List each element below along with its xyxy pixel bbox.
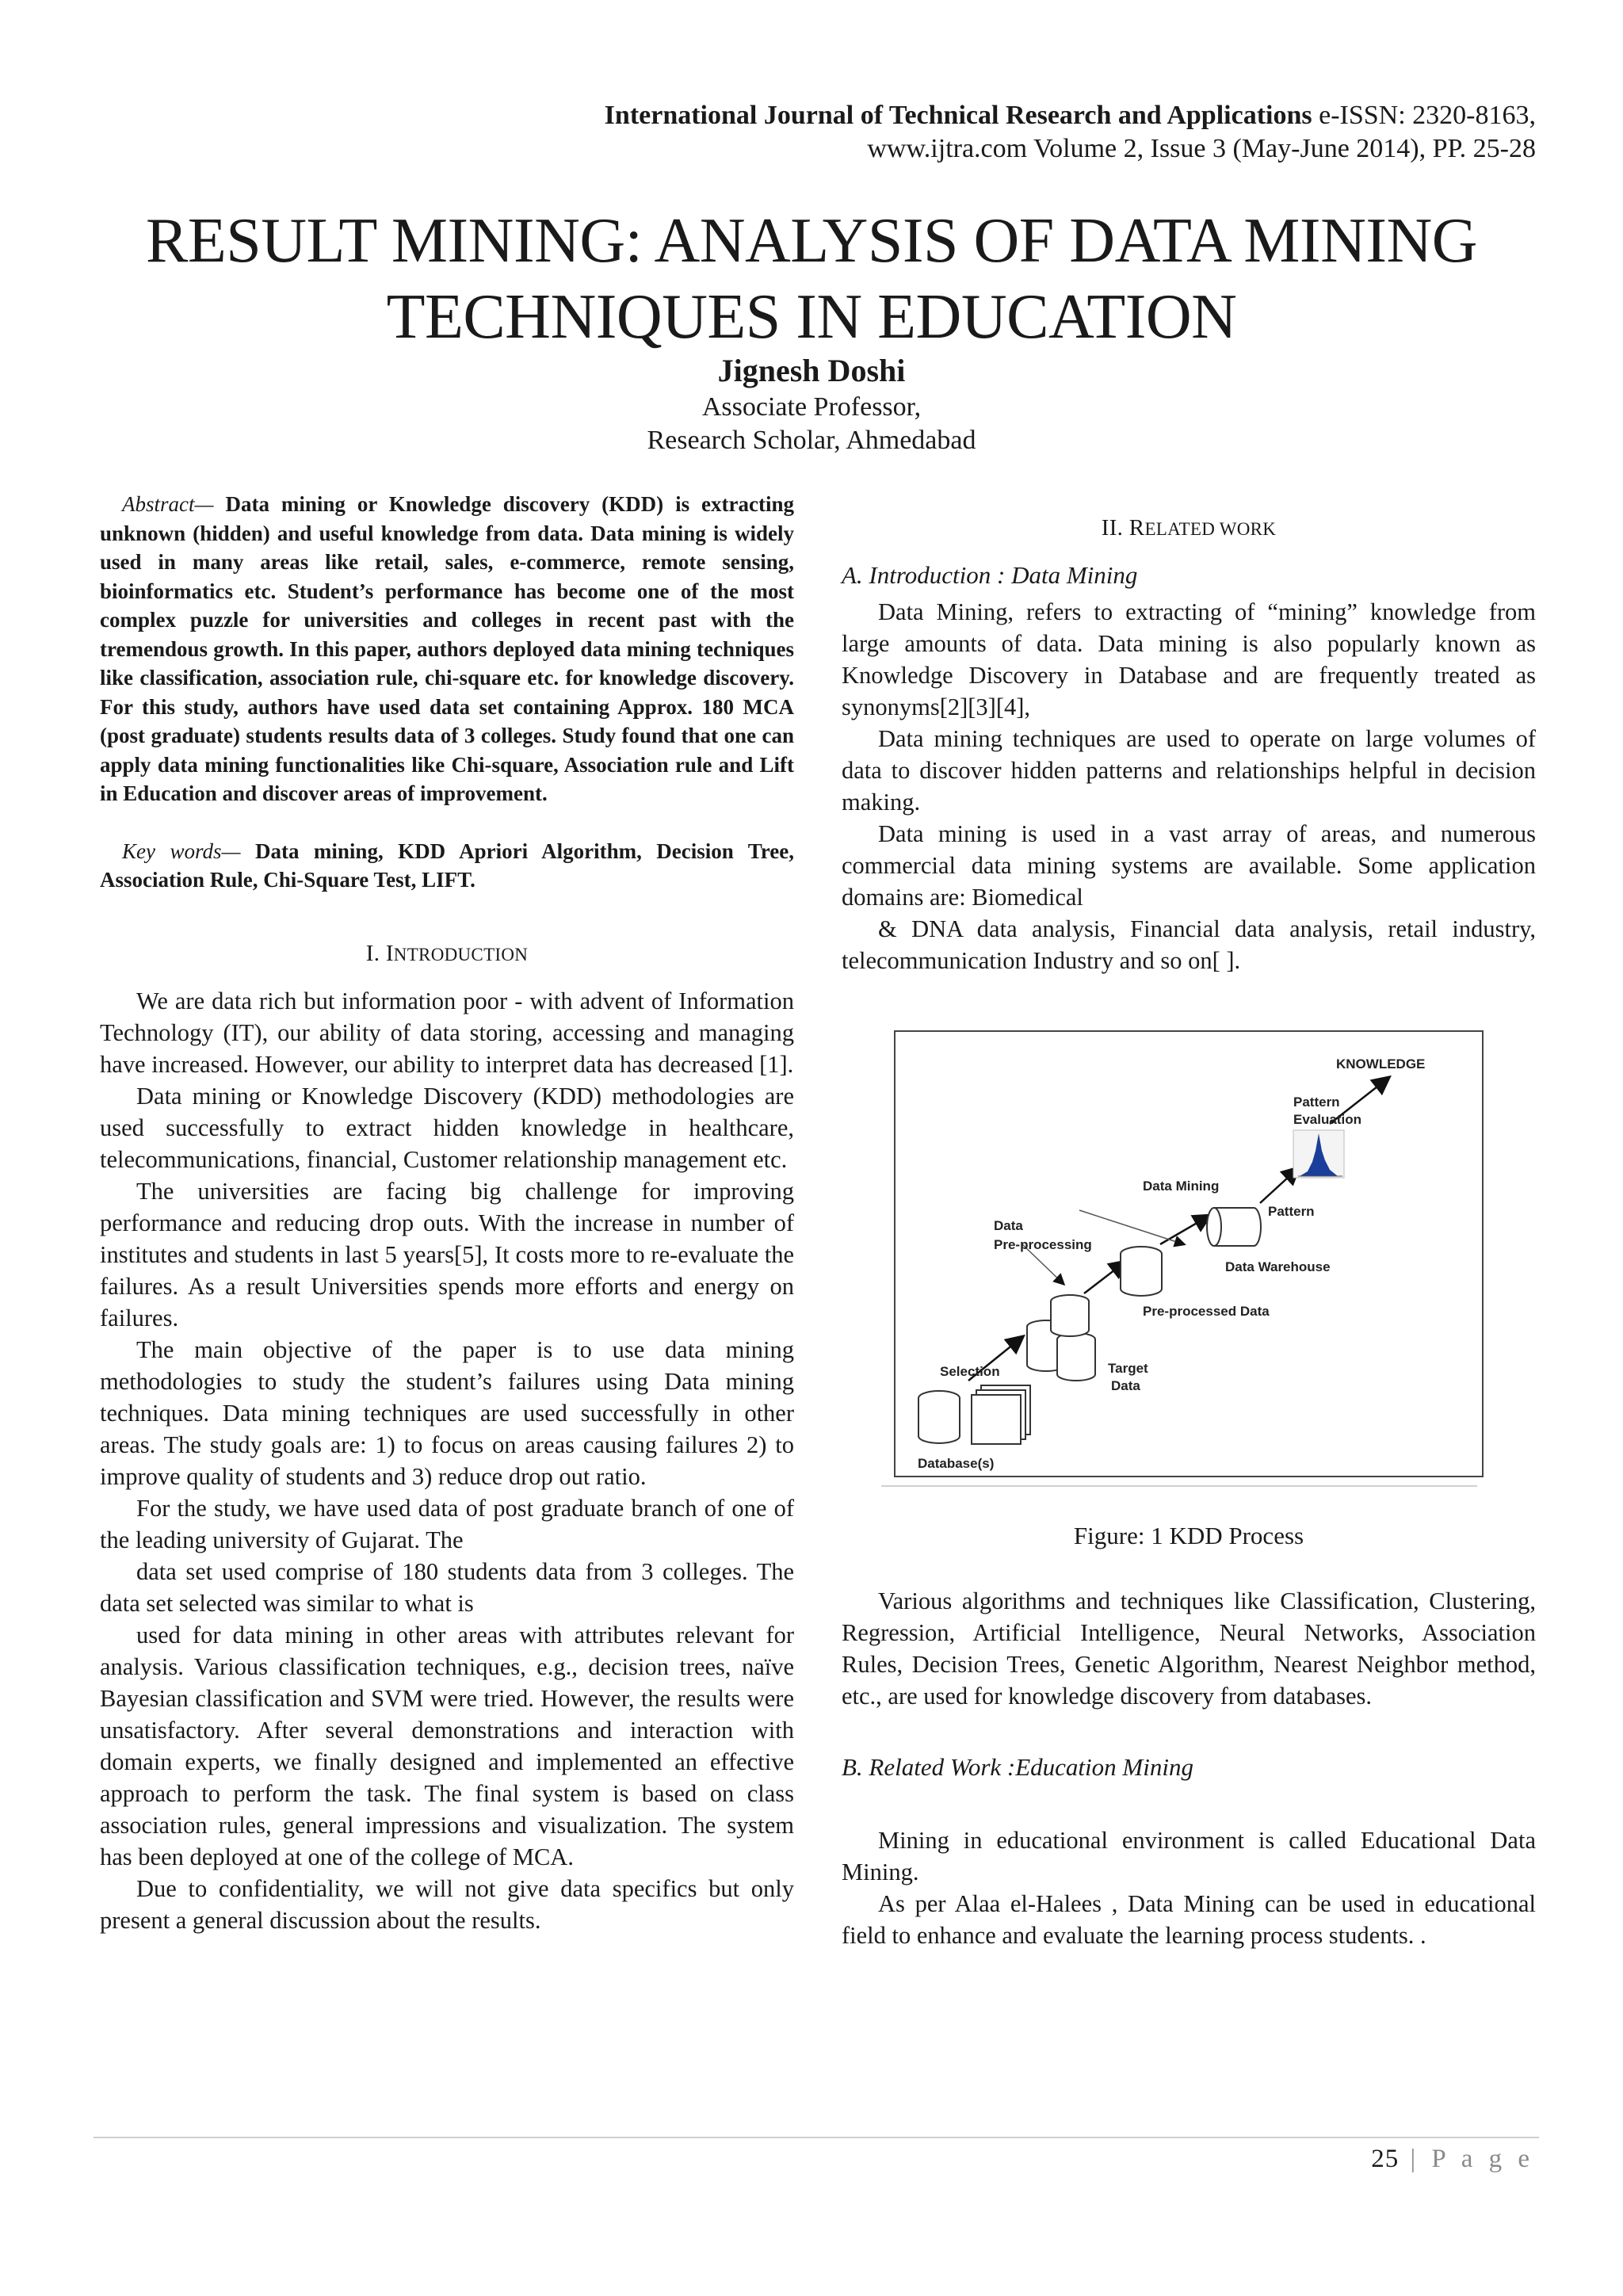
intro-paragraph-3: The universities are facing big challenge for improving performance and reducing drop outs. With the increase in number of institutes and students in last 5 years[5], It costs more to re-evaluate the failures. As a result Universities spends more efforts and energy on failures. xyxy=(100,1177,794,1331)
author-affiliation-1: Associate Professor, xyxy=(701,392,922,422)
label-target: Target xyxy=(1108,1361,1148,1376)
kdd-process-figure xyxy=(894,1030,1484,1477)
figure-rule xyxy=(881,1485,1477,1487)
arrow-data-mining xyxy=(1160,1216,1209,1244)
left-column xyxy=(100,490,794,1936)
label-preprocessing: Pre-processing xyxy=(994,1237,1092,1252)
arrow-preprocessing xyxy=(1084,1262,1125,1293)
label-data-mining: Data Mining xyxy=(1143,1179,1220,1194)
figure-caption: Figure: 1 KDD Process xyxy=(1073,1522,1304,1549)
pointer-transform xyxy=(1079,1210,1184,1244)
label-knowledge: KNOWLEDGE xyxy=(1336,1056,1426,1072)
label-preprocessed-data: Pre-processed Data xyxy=(1143,1304,1270,1319)
keywords-label: Key words— xyxy=(122,839,241,863)
abstract xyxy=(100,490,794,808)
right-column xyxy=(842,512,1536,976)
related-paragraph-4: & DNA data analysis, Financial data analysis, retail industry, telecommunication Industry and so on[ ]. xyxy=(842,915,1536,974)
education-paragraph-1: Mining in educational environment is called Educational Data Mining. xyxy=(842,1827,1536,1885)
document-stack-icon xyxy=(972,1385,1030,1444)
author-affiliation-2: Research Scholar, Ahmedabad xyxy=(647,426,976,455)
label-target-data: Data xyxy=(1111,1378,1140,1393)
related-paragraph-1: Data Mining, refers to extracting of “mining” knowledge from large amounts of data. Data mining is also popularly known as Knowledge Discovery in Database and are frequently treated as synonyms[2][3][4], xyxy=(842,598,1536,720)
intro-paragraph-7: used for data mining in other areas with attributes relevant for analysis. Various classification techniques, e.g., decision trees, naïve Bayesian classification and SVM were tried. However, the results were unsatisfactory. After several demonstrations and interaction with domain experts, we finally designed and implemented an effective approach to perform the task. The final system is based on class association rules, general impressions and visualization. The system has been deployed at one of the college of MCA. xyxy=(100,1621,794,1870)
kdd-diagram xyxy=(896,1032,1482,1476)
paper-title-line2: TECHNIQUES IN EDUCATION xyxy=(386,282,1237,352)
author-name: Jignesh Doshi xyxy=(717,353,906,388)
related-paragraph-2: Data mining techniques are used to operate on large volumes of data to discover hidden patterns and relationships helpful in decision making. xyxy=(842,725,1536,816)
keywords xyxy=(100,837,794,895)
page-label: | P a g e xyxy=(1399,2145,1534,2173)
subheading-data-mining: A. Introduction : Data Mining xyxy=(842,561,1138,589)
abstract-label: Abstract— xyxy=(122,492,214,516)
right-column-continued xyxy=(842,1585,1536,1951)
intro-paragraph-6: data set used comprise of 180 students data from 3 colleges. The data set selected was similar to what is xyxy=(100,1557,794,1617)
journal-header-line1 xyxy=(605,100,1536,132)
arrow-pattern xyxy=(1260,1168,1298,1203)
education-paragraph-2: As per Alaa el-Halees , Data Mining can be used in educational field to enhance and evaluate the learning process students. . xyxy=(842,1890,1536,1949)
pattern-chart-icon xyxy=(1293,1130,1344,1178)
label-data: Data xyxy=(994,1218,1023,1233)
label-selection: Selection xyxy=(940,1364,1000,1379)
section-heading-related-work: II. RELATED WORK xyxy=(1101,515,1277,541)
journal-name: International Journal of Technical Research and Applications xyxy=(604,101,1312,130)
intro-paragraph-4: The main objective of the paper is to use data mining methodologies to study the student’s failures using Data mining techniques. Data mining techniques are used successfully in other areas. The study goals are: 1) to focus on areas causing failures 2) to improve quality of students and 3) reduce drop out ratio. xyxy=(100,1335,794,1490)
label-pattern-evaluation-2: Evaluation xyxy=(1293,1112,1361,1127)
intro-paragraph-1: We are data rich but information poor - with advent of Information Technology (IT), our ability of data storing, accessing and managing have increased. However, our ability to interpret data has decreased [1]. xyxy=(100,987,794,1078)
intro-paragraph-2: Data mining or Knowledge Discovery (KDD) methodologies are used successfully to extract hidden knowledge in healthcare, telecommunications, financial, Customer relationship management etc. xyxy=(100,1082,794,1173)
data-warehouse-icon xyxy=(1207,1208,1261,1246)
label-pattern-evaluation-1: Pattern xyxy=(1293,1095,1340,1110)
subheading-education-mining: B. Related Work :Education Mining xyxy=(842,1753,1193,1781)
section-heading-introduction: I. INTRODUCTION xyxy=(365,940,529,966)
page-number-value: 25 xyxy=(1371,2145,1400,2173)
keywords-text: Data mining, KDD Apriori Algorithm, Decision Tree, Association Rule, Chi-Square Test, LIFT. xyxy=(100,839,794,892)
intro-paragraph-8: Due to confidentiality, we will not give data specifics but only present a general discussion about the results. xyxy=(100,1874,794,1934)
algorithms-paragraph: Various algorithms and techniques like Classification, Clustering, Regression, Artificial Intelligence, Neural Networks, Association Rules, Decision Trees, Genetic Algorithm, Nearest Neighbor method, etc., are used for knowledge discovery from databases. xyxy=(842,1587,1536,1710)
abstract-text: Data mining or Knowledge discovery (KDD) is extracting unknown (hidden) and useful knowledge from data. Data mining is widely used in many areas like retail, sales, e-commerce, remote sensing, bioinformatics etc. Student’s performance has become one of the most complex puzzle for universities and colleges in recent past with the tremendous growth. In this paper, authors deployed data mining techniques like classification, association rule, chi-square etc. for knowledge discovery. For this study, authors have used data set containing Approx. 180 MCA (post graduate) students results data of 3 colleges. Study found that one can apply data mining functionalities like Chi-square, Association rule and Lift in Education and discover areas of improvement. xyxy=(100,492,794,805)
paper-title-line1: RESULT MINING: ANALYSIS OF DATA MINING xyxy=(145,206,1478,276)
label-data-warehouse: Data Warehouse xyxy=(1225,1259,1331,1274)
footer-rule xyxy=(94,2137,1539,2138)
preprocessed-data-icon xyxy=(1121,1247,1162,1296)
journal-issn: e-ISSN: 2320-8163, xyxy=(1312,101,1536,130)
database-icon xyxy=(918,1391,960,1443)
page-number xyxy=(1371,2145,1534,2174)
intro-paragraph-5: For the study, we have used data of post graduate branch of one of the leading university of Gujarat. The xyxy=(100,1494,794,1553)
target-data-icon xyxy=(1027,1295,1095,1381)
label-pattern: Pattern xyxy=(1268,1204,1315,1219)
journal-header-line2: www.ijtra.com Volume 2, Issue 3 (May-June 2014), PP. 25-28 xyxy=(867,134,1536,163)
label-databases: Database(s) xyxy=(918,1456,995,1471)
related-paragraph-3: Data mining is used in a vast array of areas, and numerous commercial data mining systems are available. Some application domains are: Biomedical xyxy=(842,820,1536,911)
